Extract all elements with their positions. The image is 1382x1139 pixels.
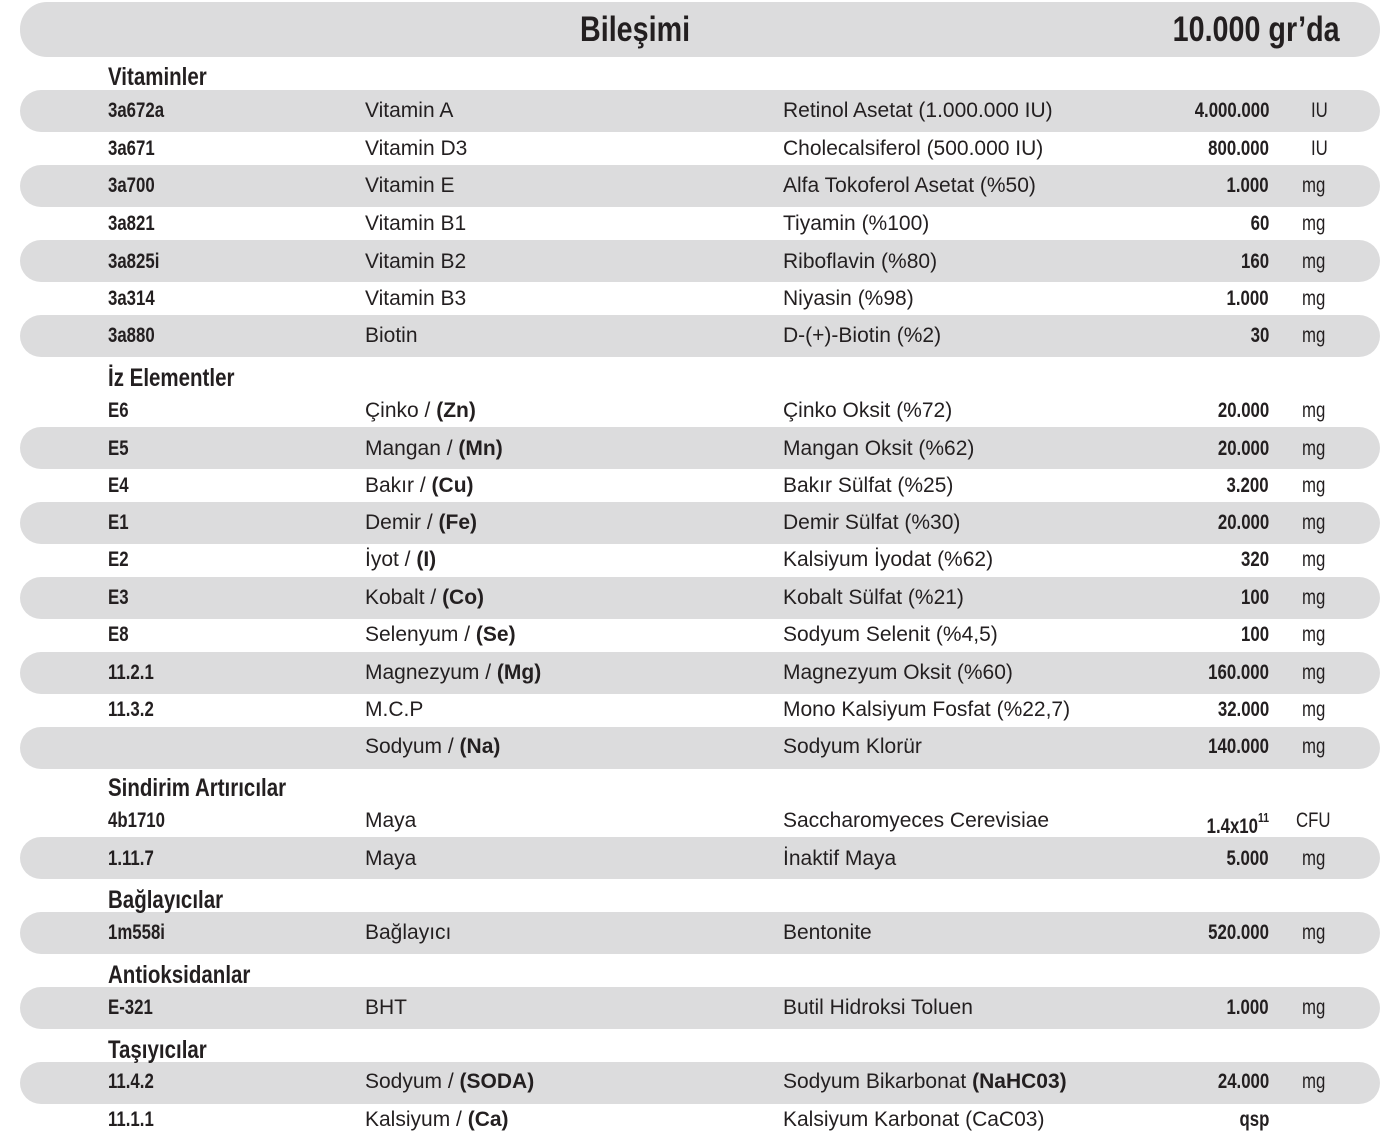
feed-additive-code: E6 xyxy=(108,399,129,422)
ingredient-source-text: Mono Kalsiyum Fosfat (%22,7) xyxy=(783,698,1071,721)
ingredient-name xyxy=(365,616,516,654)
ingredient-source-text: Tiyamin (%100) xyxy=(783,212,930,235)
ingredient-name xyxy=(365,914,451,952)
amount-unit: IU xyxy=(1311,99,1328,122)
amount-value-text: 20.000 xyxy=(1217,511,1269,534)
ingredient-source-text: Sodyum Bikarbonat xyxy=(783,1070,973,1093)
feed-additive-code: 11.4.2 xyxy=(108,1070,154,1093)
amount-value-text: 24.000 xyxy=(1217,1070,1269,1093)
ingredient-source-text: Demir Sülfat (%30) xyxy=(783,511,961,534)
element-symbol: (Mg) xyxy=(496,661,542,684)
amount-value-text: 20.000 xyxy=(1217,437,1269,460)
ingredient-source xyxy=(783,392,952,430)
table-row xyxy=(0,989,1382,1027)
feed-additive-code: 11.1.1 xyxy=(108,1108,154,1131)
ingredient-source-text: D-(+)-Biotin (%2) xyxy=(783,324,942,347)
amount-value-text: 1.000 xyxy=(1226,174,1269,197)
table-row xyxy=(0,392,1382,430)
amount-value xyxy=(1227,840,1269,878)
ingredient-name-text: Maya xyxy=(365,847,417,870)
amount-unit: mg xyxy=(1302,735,1326,758)
amount-value xyxy=(1218,691,1269,729)
ingredient-name xyxy=(365,392,476,430)
amount-value-text: 4.000.000 xyxy=(1194,99,1269,122)
section-heading-baglayicilar: Bağlayıcılar xyxy=(108,886,224,914)
amount-value-text: 1.4x10 xyxy=(1206,815,1258,838)
amount-unit: IU xyxy=(1311,137,1328,160)
ingredient-source xyxy=(783,504,960,542)
feed-additive-code: E3 xyxy=(108,586,129,609)
ingredient-name xyxy=(365,280,466,318)
amount-unit: mg xyxy=(1302,661,1326,684)
amount-value-text: 520.000 xyxy=(1208,921,1269,944)
amount-value xyxy=(1241,243,1269,281)
ingredient-source-text: Alfa Tokoferol Asetat (%50) xyxy=(783,174,1036,197)
ingredient-name-text: Çinko / xyxy=(365,399,437,422)
section-heading-iz-elementler: İz Elementler xyxy=(108,364,235,392)
ingredient-name xyxy=(365,989,407,1027)
ingredient-name xyxy=(365,1063,534,1101)
ingredient-name-text: Vitamin A xyxy=(365,99,454,122)
amount-value-text: 32.000 xyxy=(1217,698,1269,721)
amount-value xyxy=(1227,989,1269,1027)
ingredient-source xyxy=(783,1063,1067,1101)
ingredient-source xyxy=(783,317,941,355)
element-symbol: (Zn) xyxy=(436,399,476,422)
amount-value xyxy=(1194,92,1269,130)
amount-value xyxy=(1218,504,1269,542)
ingredient-name-text: Bağlayıcı xyxy=(365,921,452,944)
feed-additive-code: E8 xyxy=(108,623,129,646)
ingredient-source xyxy=(783,205,929,243)
amount-value-text: 100 xyxy=(1240,586,1269,609)
feed-additive-code: E5 xyxy=(108,437,129,460)
ingredient-source-text: Butil Hidroksi Toluen xyxy=(783,996,973,1019)
amount-unit: mg xyxy=(1302,511,1326,534)
feed-additive-code: E-321 xyxy=(108,996,153,1019)
ingredient-source xyxy=(783,616,998,654)
ingredient-name-text: Magnezyum / xyxy=(365,661,497,684)
amount-unit: mg xyxy=(1302,474,1326,497)
feed-additive-code: 4b1710 xyxy=(108,809,165,832)
table-row xyxy=(0,914,1382,952)
element-symbol: (Mn) xyxy=(458,437,503,460)
element-symbol: (Na) xyxy=(459,735,501,758)
element-symbol: (SODA) xyxy=(459,1070,535,1093)
amount-value xyxy=(1241,541,1269,579)
ingredient-source xyxy=(783,92,1053,130)
amount-value-text: 100 xyxy=(1240,623,1269,646)
ingredient-name xyxy=(365,728,500,766)
table-header xyxy=(20,2,1380,57)
table-row xyxy=(0,654,1382,692)
amount-value-text: 140.000 xyxy=(1208,735,1269,758)
feed-additive-code: 1.11.7 xyxy=(108,847,154,870)
amount-unit: mg xyxy=(1302,847,1326,870)
amount-value xyxy=(1239,1101,1269,1139)
ingredient-name-text: Kobalt / xyxy=(365,586,443,609)
table-row xyxy=(0,130,1382,168)
amount-unit: mg xyxy=(1302,212,1326,235)
ingredient-source xyxy=(783,840,896,878)
ingredient-name-text: Vitamin E xyxy=(365,174,455,197)
ingredient-source xyxy=(783,579,964,617)
table-row xyxy=(0,430,1382,468)
ingredient-source xyxy=(783,467,953,505)
ingredient-name xyxy=(365,840,416,878)
ingredient-source-formula: (NaHC03) xyxy=(972,1070,1067,1093)
table-row xyxy=(0,467,1382,505)
ingredient-source-text: Kalsiyum Karbonat (CaC03) xyxy=(783,1108,1045,1131)
ingredient-source-text: Cholecalsiferol (500.000 IU) xyxy=(783,137,1044,160)
element-symbol: (Fe) xyxy=(438,511,477,534)
ingredient-source xyxy=(783,167,1036,205)
ingredient-source xyxy=(783,541,993,579)
amount-value xyxy=(1218,430,1269,468)
amount-value-text: 800.000 xyxy=(1208,137,1269,160)
element-symbol: (Co) xyxy=(442,586,485,609)
table-row xyxy=(0,280,1382,318)
ingredient-name-text: BHT xyxy=(365,996,407,1019)
feed-additive-code: 3a821 xyxy=(108,212,155,235)
ingredient-source xyxy=(783,1101,1044,1139)
amount-value xyxy=(1208,654,1269,692)
amount-value-text: 60 xyxy=(1250,212,1269,235)
amount-value-text: 30 xyxy=(1250,324,1269,347)
amount-value xyxy=(1218,1063,1269,1101)
table-row xyxy=(0,579,1382,617)
amount-value xyxy=(1241,616,1269,654)
amount-value xyxy=(1227,167,1269,205)
feed-additive-code: 11.3.2 xyxy=(108,698,154,721)
ingredient-source-text: Sodyum Klorür xyxy=(783,735,922,758)
amount-value xyxy=(1227,467,1269,505)
ingredient-name xyxy=(365,1101,509,1139)
feed-additive-code: E1 xyxy=(108,511,129,534)
ingredient-name-text: Maya xyxy=(365,809,417,832)
table-row xyxy=(0,802,1382,840)
element-symbol: (Se) xyxy=(475,623,516,646)
section-heading-sindirim: Sindirim Artırıcılar xyxy=(108,774,287,802)
feed-additive-code: 3a880 xyxy=(108,324,155,347)
ingredient-name xyxy=(365,802,416,840)
table-row xyxy=(0,317,1382,355)
ingredient-source xyxy=(783,280,914,318)
feed-additive-code: 3a671 xyxy=(108,137,155,160)
ingredient-source xyxy=(783,430,974,468)
ingredient-name xyxy=(365,167,455,205)
amount-unit: mg xyxy=(1302,996,1326,1019)
feed-additive-code: 3a672a xyxy=(108,99,165,122)
table-row xyxy=(0,541,1382,579)
ingredient-source xyxy=(783,691,1070,729)
amount-unit: mg xyxy=(1302,921,1326,944)
amount-unit: mg xyxy=(1302,399,1326,422)
ingredient-source-text: Sodyum Selenit (%4,5) xyxy=(783,623,998,646)
table-row xyxy=(0,1063,1382,1101)
ingredient-source xyxy=(783,130,1043,168)
ingredient-name-text: M.C.P xyxy=(365,698,424,721)
ingredient-source xyxy=(783,728,922,766)
table-row xyxy=(0,691,1382,729)
ingredient-name xyxy=(365,541,436,579)
ingredient-source xyxy=(783,914,872,952)
ingredient-source xyxy=(783,802,1049,840)
amount-unit: CFU xyxy=(1296,809,1331,832)
amount-value xyxy=(1218,392,1269,430)
ingredient-source-text: Niyasin (%98) xyxy=(783,287,914,310)
ingredient-name-text: Vitamin B3 xyxy=(365,287,467,310)
amount-unit: mg xyxy=(1302,586,1326,609)
ingredient-name xyxy=(365,243,466,281)
element-symbol: (I) xyxy=(416,548,437,571)
ingredient-source-text: Kalsiyum İyodat (%62) xyxy=(783,548,994,571)
ingredient-source xyxy=(783,654,1013,692)
amount-unit: mg xyxy=(1302,437,1326,460)
ingredient-source-text: Bakır Sülfat (%25) xyxy=(783,474,954,497)
page-title: Bileşimi xyxy=(580,10,691,49)
feed-additive-code: 1m558i xyxy=(108,921,165,944)
ingredient-name xyxy=(365,430,503,468)
ingredient-source-text: Mangan Oksit (%62) xyxy=(783,437,975,460)
table-row xyxy=(0,728,1382,766)
feed-additive-code: 3a825i xyxy=(108,250,160,273)
amount-value-text: 160 xyxy=(1240,250,1269,273)
ingredient-source-text: Bentonite xyxy=(783,921,872,944)
amount-unit: mg xyxy=(1302,324,1326,347)
ingredient-name-text: Biotin xyxy=(365,324,418,347)
ingredient-name-text: Demir / xyxy=(365,511,439,534)
ingredient-source-text: Çinko Oksit (%72) xyxy=(783,399,953,422)
amount-value-text: 5.000 xyxy=(1226,847,1269,870)
amount-unit: mg xyxy=(1302,548,1326,571)
ingredient-name xyxy=(365,467,474,505)
amount-unit: mg xyxy=(1302,250,1326,273)
amount-value xyxy=(1250,317,1269,355)
amount-unit: mg xyxy=(1302,287,1326,310)
table-row xyxy=(0,205,1382,243)
amount-value xyxy=(1250,205,1269,243)
table-row xyxy=(0,616,1382,654)
ingredient-source xyxy=(783,243,937,281)
ingredient-name xyxy=(365,130,467,168)
amount-unit: mg xyxy=(1302,174,1326,197)
ingredient-name-text: Bakır / xyxy=(365,474,432,497)
element-symbol: (Ca) xyxy=(467,1108,509,1131)
amount-value xyxy=(1227,280,1269,318)
ingredient-name-text: İyot / xyxy=(365,548,417,571)
table-row xyxy=(0,504,1382,542)
amount-value xyxy=(1208,914,1269,952)
amount-value-text: 20.000 xyxy=(1217,399,1269,422)
section-heading-tasiyicilar: Taşıyıcılar xyxy=(108,1036,207,1064)
ingredient-name-text: Mangan / xyxy=(365,437,459,460)
ingredient-source-text: Saccharomyeces Cerevisiae xyxy=(783,809,1050,832)
ingredient-name-text: Vitamin D3 xyxy=(365,137,468,160)
section-heading-antioksidanlar: Antioksidanlar xyxy=(108,961,251,989)
ingredient-source xyxy=(783,989,973,1027)
amount-value-text: qsp xyxy=(1239,1108,1269,1131)
reference-amount: 10.000 gr’da xyxy=(1173,10,1340,49)
ingredient-source-text: Magnezyum Oksit (%60) xyxy=(783,661,1013,684)
feed-additive-code: E2 xyxy=(108,548,129,571)
ingredient-name xyxy=(365,504,477,542)
amount-value-text: 1.000 xyxy=(1226,287,1269,310)
ingredient-source-text: Riboflavin (%80) xyxy=(783,250,938,273)
ingredient-name-text: Sodyum / xyxy=(365,1070,460,1093)
table-row xyxy=(0,167,1382,205)
amount-value-text: 1.000 xyxy=(1226,996,1269,1019)
feed-additive-code: 11.2.1 xyxy=(108,661,154,684)
ingredient-name-text: Sodyum / xyxy=(365,735,460,758)
feed-additive-code: 3a314 xyxy=(108,287,155,310)
ingredient-name xyxy=(365,579,484,617)
amount-unit: mg xyxy=(1302,1070,1326,1093)
amount-value-text: 320 xyxy=(1240,548,1269,571)
table-row xyxy=(0,1101,1382,1139)
ingredient-name-text: Kalsiyum / xyxy=(365,1108,468,1131)
ingredient-name xyxy=(365,92,453,130)
ingredient-source-text: İnaktif Maya xyxy=(783,847,897,870)
table-row xyxy=(0,840,1382,878)
amount-exponent: 11 xyxy=(1258,810,1269,825)
ingredient-source-text: Kobalt Sülfat (%21) xyxy=(783,586,964,609)
section-heading-vitaminler: Vitaminler xyxy=(108,63,207,91)
feed-additive-code: 3a700 xyxy=(108,174,155,197)
ingredient-name xyxy=(365,205,466,243)
ingredient-source-text: Retinol Asetat (1.000.000 IU) xyxy=(783,99,1053,122)
amount-unit: mg xyxy=(1302,698,1326,721)
ingredient-name-text: Vitamin B2 xyxy=(365,250,467,273)
feed-additive-code: E4 xyxy=(108,474,129,497)
table-row xyxy=(0,92,1382,130)
ingredient-name xyxy=(365,691,423,729)
amount-value-text: 160.000 xyxy=(1208,661,1269,684)
amount-unit: mg xyxy=(1302,623,1326,646)
element-symbol: (Cu) xyxy=(431,474,474,497)
ingredient-name-text: Selenyum / xyxy=(365,623,476,646)
ingredient-name xyxy=(365,654,541,692)
table-row xyxy=(0,243,1382,281)
amount-value xyxy=(1208,728,1269,766)
amount-value xyxy=(1241,579,1269,617)
ingredient-name xyxy=(365,317,418,355)
ingredient-name-text: Vitamin B1 xyxy=(365,212,467,235)
amount-value-text: 3.200 xyxy=(1226,474,1269,497)
amount-value xyxy=(1208,130,1269,168)
